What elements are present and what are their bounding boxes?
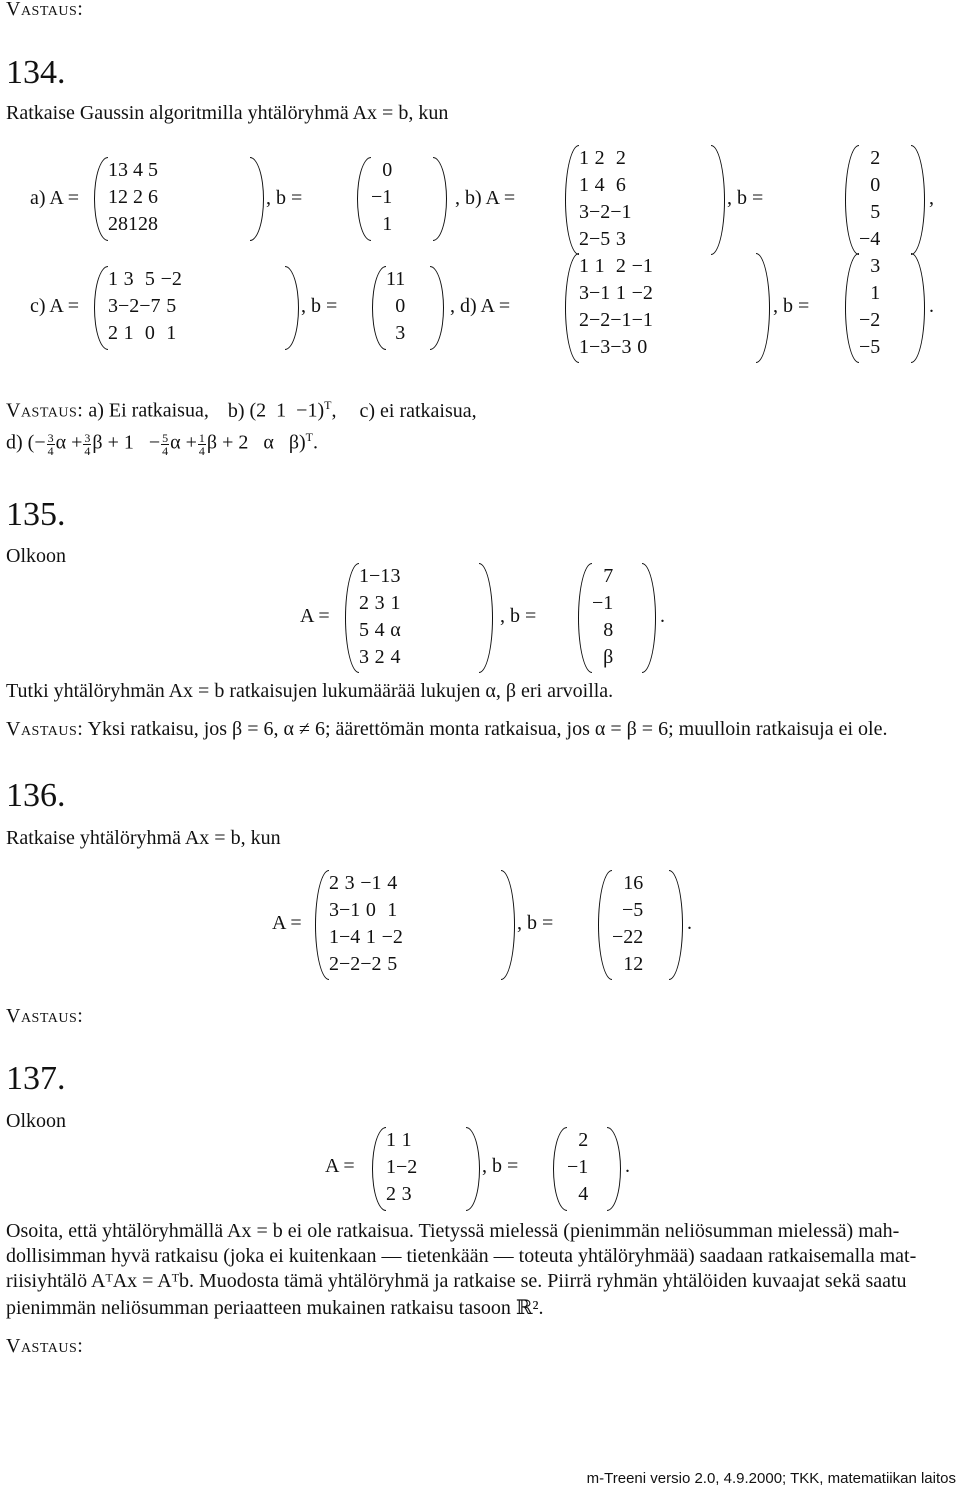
p134-d-b-vector bbox=[845, 253, 925, 363]
p137-answer-label: Vastaus: bbox=[6, 1335, 84, 1357]
matrix-cell: 3 bbox=[118, 159, 128, 181]
matrix-cell: −1 bbox=[610, 201, 632, 223]
vector-entry: 0 bbox=[395, 295, 406, 317]
problem-135-intro: Olkoon bbox=[6, 545, 66, 567]
answer-a: a) Ei ratkaisua, bbox=[88, 399, 209, 422]
matrix-cell: 1 bbox=[401, 1129, 412, 1151]
vector-entry: 8 bbox=[603, 619, 614, 641]
matrix-cell: 4 bbox=[374, 619, 385, 641]
vector-entry: −5 bbox=[622, 899, 644, 921]
vector-entry: 1 bbox=[870, 282, 881, 304]
answer-b-prefix: b) bbox=[227, 399, 245, 422]
fraction-3-4: $\frac{3}{4}$ bbox=[47, 430, 54, 458]
problem-137-number: 137. bbox=[6, 1060, 66, 1097]
p134-b-label: , b) A = bbox=[455, 187, 516, 209]
vector-entry: −5 bbox=[859, 336, 881, 358]
vector-entry: −1 bbox=[567, 1156, 589, 1178]
p137-A-label: A = bbox=[325, 1155, 355, 1177]
vector-entry: 4 bbox=[578, 1183, 589, 1205]
vector-entry: 2 bbox=[870, 147, 881, 169]
vector-entry: 1 bbox=[382, 213, 393, 235]
matrix-cell: 1 bbox=[108, 159, 118, 181]
matrix-cell: −1 bbox=[631, 255, 653, 277]
matrix-cell: 2 bbox=[133, 186, 143, 208]
matrix-cell: 2 bbox=[118, 186, 128, 208]
p135-A-matrix bbox=[345, 563, 493, 673]
p134-d-matrix bbox=[565, 253, 770, 363]
vector-entry: −1 bbox=[592, 592, 614, 614]
answer-d-open: (− bbox=[27, 431, 46, 454]
p137-text-line4: pienimmän neliösumman periaatteen mukainen ratkaisu tasoon ℝ². bbox=[6, 1297, 544, 1319]
vector-entry: β bbox=[603, 646, 614, 668]
matrix-cell: −2 bbox=[631, 282, 653, 304]
matrix-cell: 1 bbox=[359, 565, 369, 587]
problem-136-intro: Ratkaise yhtälöryhmä Ax = b, kun bbox=[6, 827, 281, 849]
matrix-cell: 4 bbox=[387, 872, 398, 894]
matrix-cell: 3 bbox=[579, 282, 589, 304]
p134-a-b-vector bbox=[357, 157, 447, 241]
p135-period: . bbox=[660, 605, 665, 627]
fraction-3-4: $\frac{3}{4}$ bbox=[84, 430, 91, 458]
matrix-cell: 3 bbox=[579, 201, 589, 223]
vector-entry: 2 bbox=[578, 1129, 589, 1151]
answer-label: Vastaus: bbox=[6, 718, 84, 740]
matrix-cell: 1 bbox=[579, 336, 589, 358]
matrix-cell: 2 bbox=[579, 228, 589, 250]
matrix-cell: 8 bbox=[148, 213, 158, 235]
matrix-cell: 6 bbox=[148, 186, 158, 208]
problem-135-number: 135. bbox=[6, 496, 66, 533]
p134-b-b-vector bbox=[845, 145, 925, 255]
answer-label: Vastaus: bbox=[6, 399, 84, 422]
matrix-cell: 3 bbox=[108, 295, 118, 317]
matrix-cell: 1 bbox=[166, 322, 177, 344]
vector-entry: −4 bbox=[859, 228, 881, 250]
p134-c-matrix bbox=[94, 266, 299, 350]
p136-A-matrix bbox=[315, 870, 515, 980]
matrix-cell: 1 bbox=[108, 268, 118, 290]
matrix-cell: 6 bbox=[615, 174, 626, 196]
p134-a-matrix bbox=[94, 157, 264, 241]
matrix-cell: −2 bbox=[381, 926, 403, 948]
matrix-cell: 1 bbox=[387, 899, 398, 921]
p134-c-label: c) A = bbox=[30, 295, 80, 317]
answer-d-transpose: T bbox=[305, 430, 314, 444]
p134-c-b-vector bbox=[372, 266, 444, 350]
matrix-cell: 1 bbox=[123, 322, 134, 344]
answer-d-term4: β + 2 α β) bbox=[206, 431, 306, 454]
matrix-cell: 2 bbox=[359, 592, 369, 614]
matrix-cell: 2 bbox=[594, 147, 605, 169]
vector-entry: −22 bbox=[612, 926, 644, 948]
p135-A-label: A = bbox=[300, 605, 330, 627]
top-answer-label: Vastaus: bbox=[6, 0, 84, 20]
p137-text-line1: Osoita, että yhtälöryhmällä Ax = b ei ole ratkaisua. Tietyssä mielessä (pienimmän neliösumman mielessä) mah- bbox=[6, 1220, 900, 1242]
matrix-cell: 1 bbox=[329, 926, 339, 948]
matrix-cell: 1 bbox=[386, 1156, 396, 1178]
answer-b-transpose: T bbox=[324, 398, 332, 412]
answer-c: c) ei ratkaisua, bbox=[359, 399, 477, 422]
p137-text-line3: riisiyhtälö AᵀAx = Aᵀb. Muodosta tämä yhtälöryhmä ja ratkaise se. Piirrä ryhmän yhtälöiden kuvaajat sekä saatu bbox=[6, 1270, 907, 1292]
matrix-cell: 0 bbox=[144, 322, 155, 344]
matrix-cell: −2 bbox=[360, 953, 382, 975]
matrix-cell: 4 bbox=[133, 159, 143, 181]
p135-task: Tutki yhtälöryhmän Ax = b ratkaisujen lukumäärää lukujen α, β eri arvoilla. bbox=[6, 680, 614, 702]
answer-text: Yksi ratkaisu, jos β = 6, α ≠ 6; äärettömän monta ratkaisua, jos α = β = 6; muulloin ratkaisuja ei ole. bbox=[87, 718, 888, 740]
p137-b-vector bbox=[553, 1127, 621, 1211]
matrix-cell: −2 bbox=[160, 268, 182, 290]
p135-answer bbox=[6, 718, 887, 741]
matrix-cell: −7 bbox=[139, 295, 161, 317]
p134-a-b-label: , b = bbox=[266, 187, 303, 209]
matrix-cell: 5 bbox=[166, 295, 177, 317]
vector-entry: 7 bbox=[603, 565, 614, 587]
p136-b-label: , b = bbox=[517, 912, 554, 934]
problem-134-intro: Ratkaise Gaussin algoritmilla yhtälöryhmä Ax = b, kun bbox=[6, 102, 449, 124]
p134-answer-line2 bbox=[6, 430, 318, 457]
matrix-cell: 12 bbox=[128, 213, 148, 235]
matrix-cell: 0 bbox=[365, 899, 376, 921]
matrix-cell: −4 bbox=[339, 926, 361, 948]
matrix-cell: 5 bbox=[387, 953, 398, 975]
matrix-cell: 1 bbox=[594, 255, 605, 277]
p134-period: . bbox=[929, 295, 934, 317]
problem-137-intro: Olkoon bbox=[6, 1110, 66, 1132]
p134-b-b-label: , b = bbox=[727, 187, 764, 209]
p136-answer-label: Vastaus: bbox=[6, 1005, 84, 1027]
vector-entry: 16 bbox=[623, 872, 644, 894]
matrix-cell: −2 bbox=[118, 295, 140, 317]
matrix-cell: −3 bbox=[589, 336, 611, 358]
p137-period: . bbox=[625, 1155, 630, 1177]
matrix-cell: −1 bbox=[339, 899, 361, 921]
matrix-cell: 3 bbox=[374, 592, 385, 614]
p134-d-label: , d) A = bbox=[450, 295, 511, 317]
matrix-cell: 1 bbox=[579, 174, 589, 196]
p135-b-label: , b = bbox=[500, 605, 537, 627]
matrix-cell: 2 bbox=[108, 213, 118, 235]
problem-134-number: 134. bbox=[6, 54, 66, 91]
p135-b-vector bbox=[578, 563, 656, 673]
matrix-cell: 5 bbox=[144, 268, 155, 290]
matrix-cell: −3 bbox=[610, 336, 632, 358]
matrix-cell: 2 bbox=[579, 309, 589, 331]
p134-b-matrix bbox=[565, 145, 725, 255]
matrix-cell: 1 bbox=[365, 926, 376, 948]
matrix-cell: −2 bbox=[396, 1156, 418, 1178]
matrix-cell: 3 bbox=[401, 1183, 412, 1205]
matrix-cell: 1 bbox=[579, 255, 589, 277]
matrix-cell: 3 bbox=[615, 228, 626, 250]
matrix-cell: 3 bbox=[390, 565, 401, 587]
fraction-5-4: $\frac{5}{4}$ bbox=[162, 430, 169, 458]
vector-entry: 3 bbox=[870, 255, 881, 277]
vector-entry: 11 bbox=[386, 268, 406, 290]
p134-a-label: a) A = bbox=[30, 187, 80, 209]
matrix-cell: −2 bbox=[589, 309, 611, 331]
matrix-cell: 3 bbox=[123, 268, 134, 290]
answer-d-term3: α + bbox=[170, 431, 197, 454]
matrix-cell: −2 bbox=[339, 953, 361, 975]
matrix-cell: 3 bbox=[359, 646, 369, 668]
vector-entry: 0 bbox=[870, 174, 881, 196]
matrix-cell: 2 bbox=[374, 646, 385, 668]
matrix-cell: 0 bbox=[637, 336, 648, 358]
matrix-cell: 4 bbox=[390, 646, 401, 668]
answer-d-prefix: d) bbox=[6, 431, 23, 454]
p136-period: . bbox=[687, 912, 692, 934]
p137-A-matrix bbox=[372, 1127, 480, 1211]
matrix-cell: 1 bbox=[615, 282, 626, 304]
answer-d-end: . bbox=[313, 431, 319, 454]
matrix-cell: 5 bbox=[359, 619, 369, 641]
matrix-cell: 2 bbox=[329, 953, 339, 975]
vector-entry: −2 bbox=[859, 309, 881, 331]
vector-entry: 3 bbox=[395, 322, 406, 344]
matrix-cell: −5 bbox=[589, 228, 611, 250]
matrix-cell: 4 bbox=[594, 174, 605, 196]
vector-entry: 12 bbox=[623, 953, 644, 975]
matrix-cell: 3 bbox=[329, 899, 339, 921]
p134-comma: , bbox=[929, 187, 934, 209]
matrix-cell: −1 bbox=[589, 282, 611, 304]
p134-d-b-label: , b = bbox=[773, 295, 810, 317]
problem-136-number: 136. bbox=[6, 777, 66, 814]
p137-b-label: , b = bbox=[482, 1155, 519, 1177]
p134-answer-line1 bbox=[6, 398, 477, 423]
matrix-cell: 2 bbox=[615, 255, 626, 277]
vector-entry: 5 bbox=[870, 201, 881, 223]
matrix-cell: 2 bbox=[108, 322, 118, 344]
answer-b-vector: (2 1 −1) bbox=[249, 399, 325, 422]
matrix-cell: 1 bbox=[390, 592, 401, 614]
footer-text: m-Treeni versio 2.0, 4.9.2000; TKK, matematiikan laitos bbox=[586, 1470, 956, 1487]
matrix-cell: 8 bbox=[118, 213, 128, 235]
matrix-cell: 1 bbox=[386, 1129, 396, 1151]
matrix-cell: −1 bbox=[631, 309, 653, 331]
matrix-cell: 2 bbox=[329, 872, 339, 894]
answer-d-term2: β + 1 − bbox=[92, 431, 161, 454]
answer-b-comma: , bbox=[331, 399, 337, 422]
matrix-cell: 5 bbox=[148, 159, 158, 181]
answer-d-term1: α + bbox=[55, 431, 83, 454]
matrix-cell: α bbox=[390, 619, 401, 641]
vector-entry: −1 bbox=[371, 186, 393, 208]
matrix-cell: 3 bbox=[344, 872, 355, 894]
matrix-cell: −1 bbox=[369, 565, 391, 587]
matrix-cell: −2 bbox=[589, 201, 611, 223]
matrix-cell: 2 bbox=[615, 147, 626, 169]
matrix-cell: 1 bbox=[108, 186, 118, 208]
p136-b-vector bbox=[598, 870, 683, 980]
matrix-cell: −1 bbox=[360, 872, 382, 894]
matrix-cell: 2 bbox=[386, 1183, 396, 1205]
p136-A-label: A = bbox=[272, 912, 302, 934]
p134-c-b-label: , b = bbox=[301, 295, 338, 317]
matrix-cell: −1 bbox=[610, 309, 632, 331]
matrix-cell: 1 bbox=[579, 147, 589, 169]
p137-text-line2: dollisimman hyvä ratkaisu (joka ei kuitenkaan — tietenkään — toteuta yhtälöryhmää) saadaan ratkaisemalla mat- bbox=[6, 1245, 917, 1267]
vector-entry: 0 bbox=[382, 159, 393, 181]
fraction-1-4: $\frac{1}{4}$ bbox=[198, 430, 205, 458]
